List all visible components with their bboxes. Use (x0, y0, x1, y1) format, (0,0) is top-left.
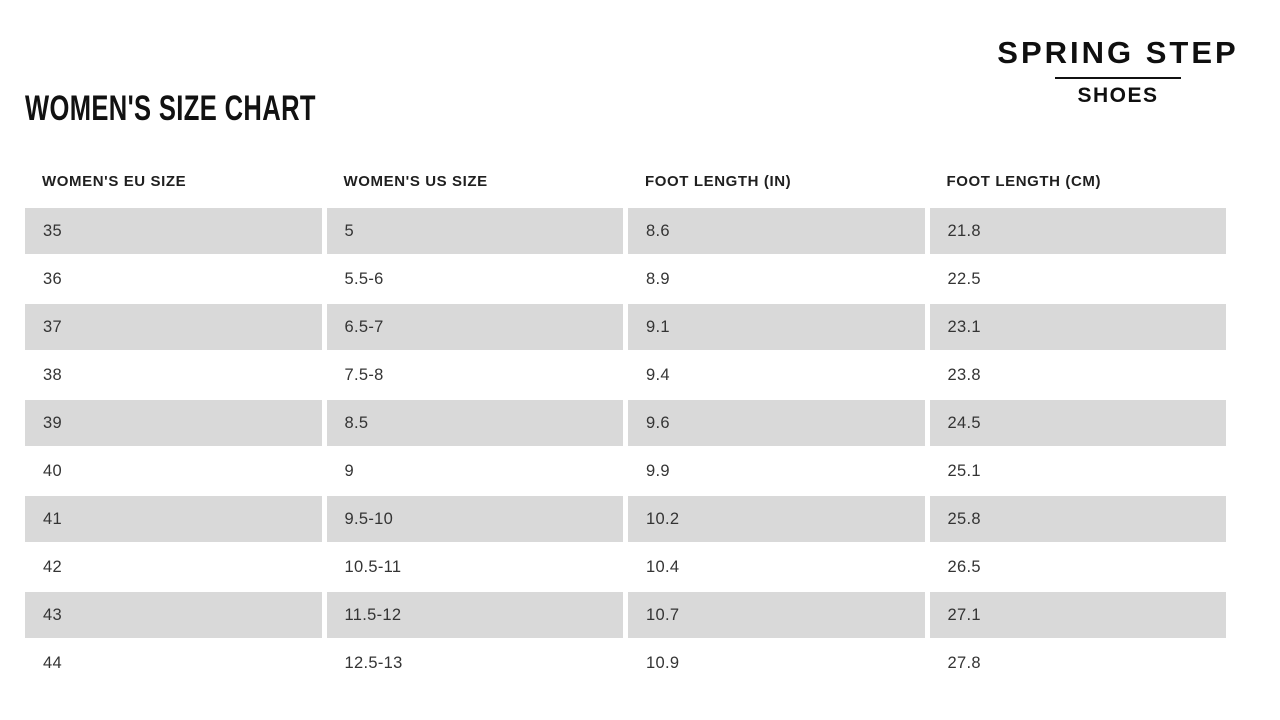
size-chart-table (25, 170, 1226, 688)
table-cell: 40 (43, 462, 62, 480)
table-cell: 39 (25, 400, 322, 446)
table-cell: 9.9 (646, 462, 670, 480)
table-cell: 10.5-11 (344, 558, 402, 576)
column-header-foot-length-in: FOOT LENGTH (IN) (645, 173, 792, 190)
logo-divider (1055, 77, 1181, 79)
table-cell: 10.4 (646, 558, 680, 576)
table-row (25, 352, 1226, 398)
table-cell: 11.5-12 (327, 592, 624, 638)
table-cell: 41 (25, 496, 322, 542)
table-cell: 25.1 (947, 462, 981, 480)
brand-subtitle: SHOES (1077, 84, 1159, 108)
table-cell: 9.1 (628, 304, 925, 350)
column-header-us-size: WOMEN'S US SIZE (343, 173, 488, 190)
table-cell: 8.6 (628, 208, 925, 254)
table-cell: 9.5-10 (327, 496, 624, 542)
table-cell: 21.8 (930, 208, 1227, 254)
table-row (25, 640, 1226, 686)
table-cell: 6.5-7 (327, 304, 624, 350)
table-cell: 23.8 (947, 366, 981, 384)
table-cell: 27.1 (930, 592, 1227, 638)
table-cell: 7.5-8 (344, 366, 384, 384)
table-cell: 9.4 (646, 366, 670, 384)
table-row (25, 304, 1226, 350)
column-header-foot-length-cm: FOOT LENGTH (CM) (946, 173, 1102, 190)
table-row (25, 544, 1226, 590)
table-cell: 42 (43, 558, 62, 576)
table-cell: 5 (327, 208, 624, 254)
table-cell: 9 (344, 462, 354, 480)
table-cell: 10.7 (628, 592, 925, 638)
table-cell: 10.9 (646, 654, 680, 672)
table-cell: 8.9 (646, 270, 670, 288)
table-cell: 8.5 (327, 400, 624, 446)
table-cell: 44 (43, 654, 62, 672)
table-cell: 23.1 (930, 304, 1227, 350)
table-body (25, 208, 1226, 686)
table-cell: 24.5 (930, 400, 1227, 446)
brand-name: SPRING STEP (997, 35, 1239, 70)
table-row (25, 448, 1226, 494)
table-row (25, 208, 1226, 254)
table-row (25, 256, 1226, 302)
table-cell: 38 (43, 366, 62, 384)
table-cell: 27.8 (947, 654, 981, 672)
table-cell: 10.2 (628, 496, 925, 542)
table-row (25, 496, 1226, 542)
table-cell: 5.5-6 (344, 270, 384, 288)
table-row (25, 592, 1226, 638)
table-cell: 37 (25, 304, 322, 350)
table-cell: 35 (25, 208, 322, 254)
table-row (25, 400, 1226, 446)
page-title: WOMEN'S SIZE CHART (25, 89, 316, 128)
column-header-eu-size: WOMEN'S EU SIZE (42, 173, 187, 190)
table-cell: 9.6 (628, 400, 925, 446)
table-cell: 25.8 (930, 496, 1227, 542)
table-cell: 22.5 (947, 270, 981, 288)
table-cell: 26.5 (947, 558, 981, 576)
table-cell: 12.5-13 (344, 654, 403, 672)
table-cell: 43 (25, 592, 322, 638)
table-cell: 36 (43, 270, 62, 288)
table-header-row (25, 170, 1226, 208)
brand-logo (993, 36, 1243, 108)
